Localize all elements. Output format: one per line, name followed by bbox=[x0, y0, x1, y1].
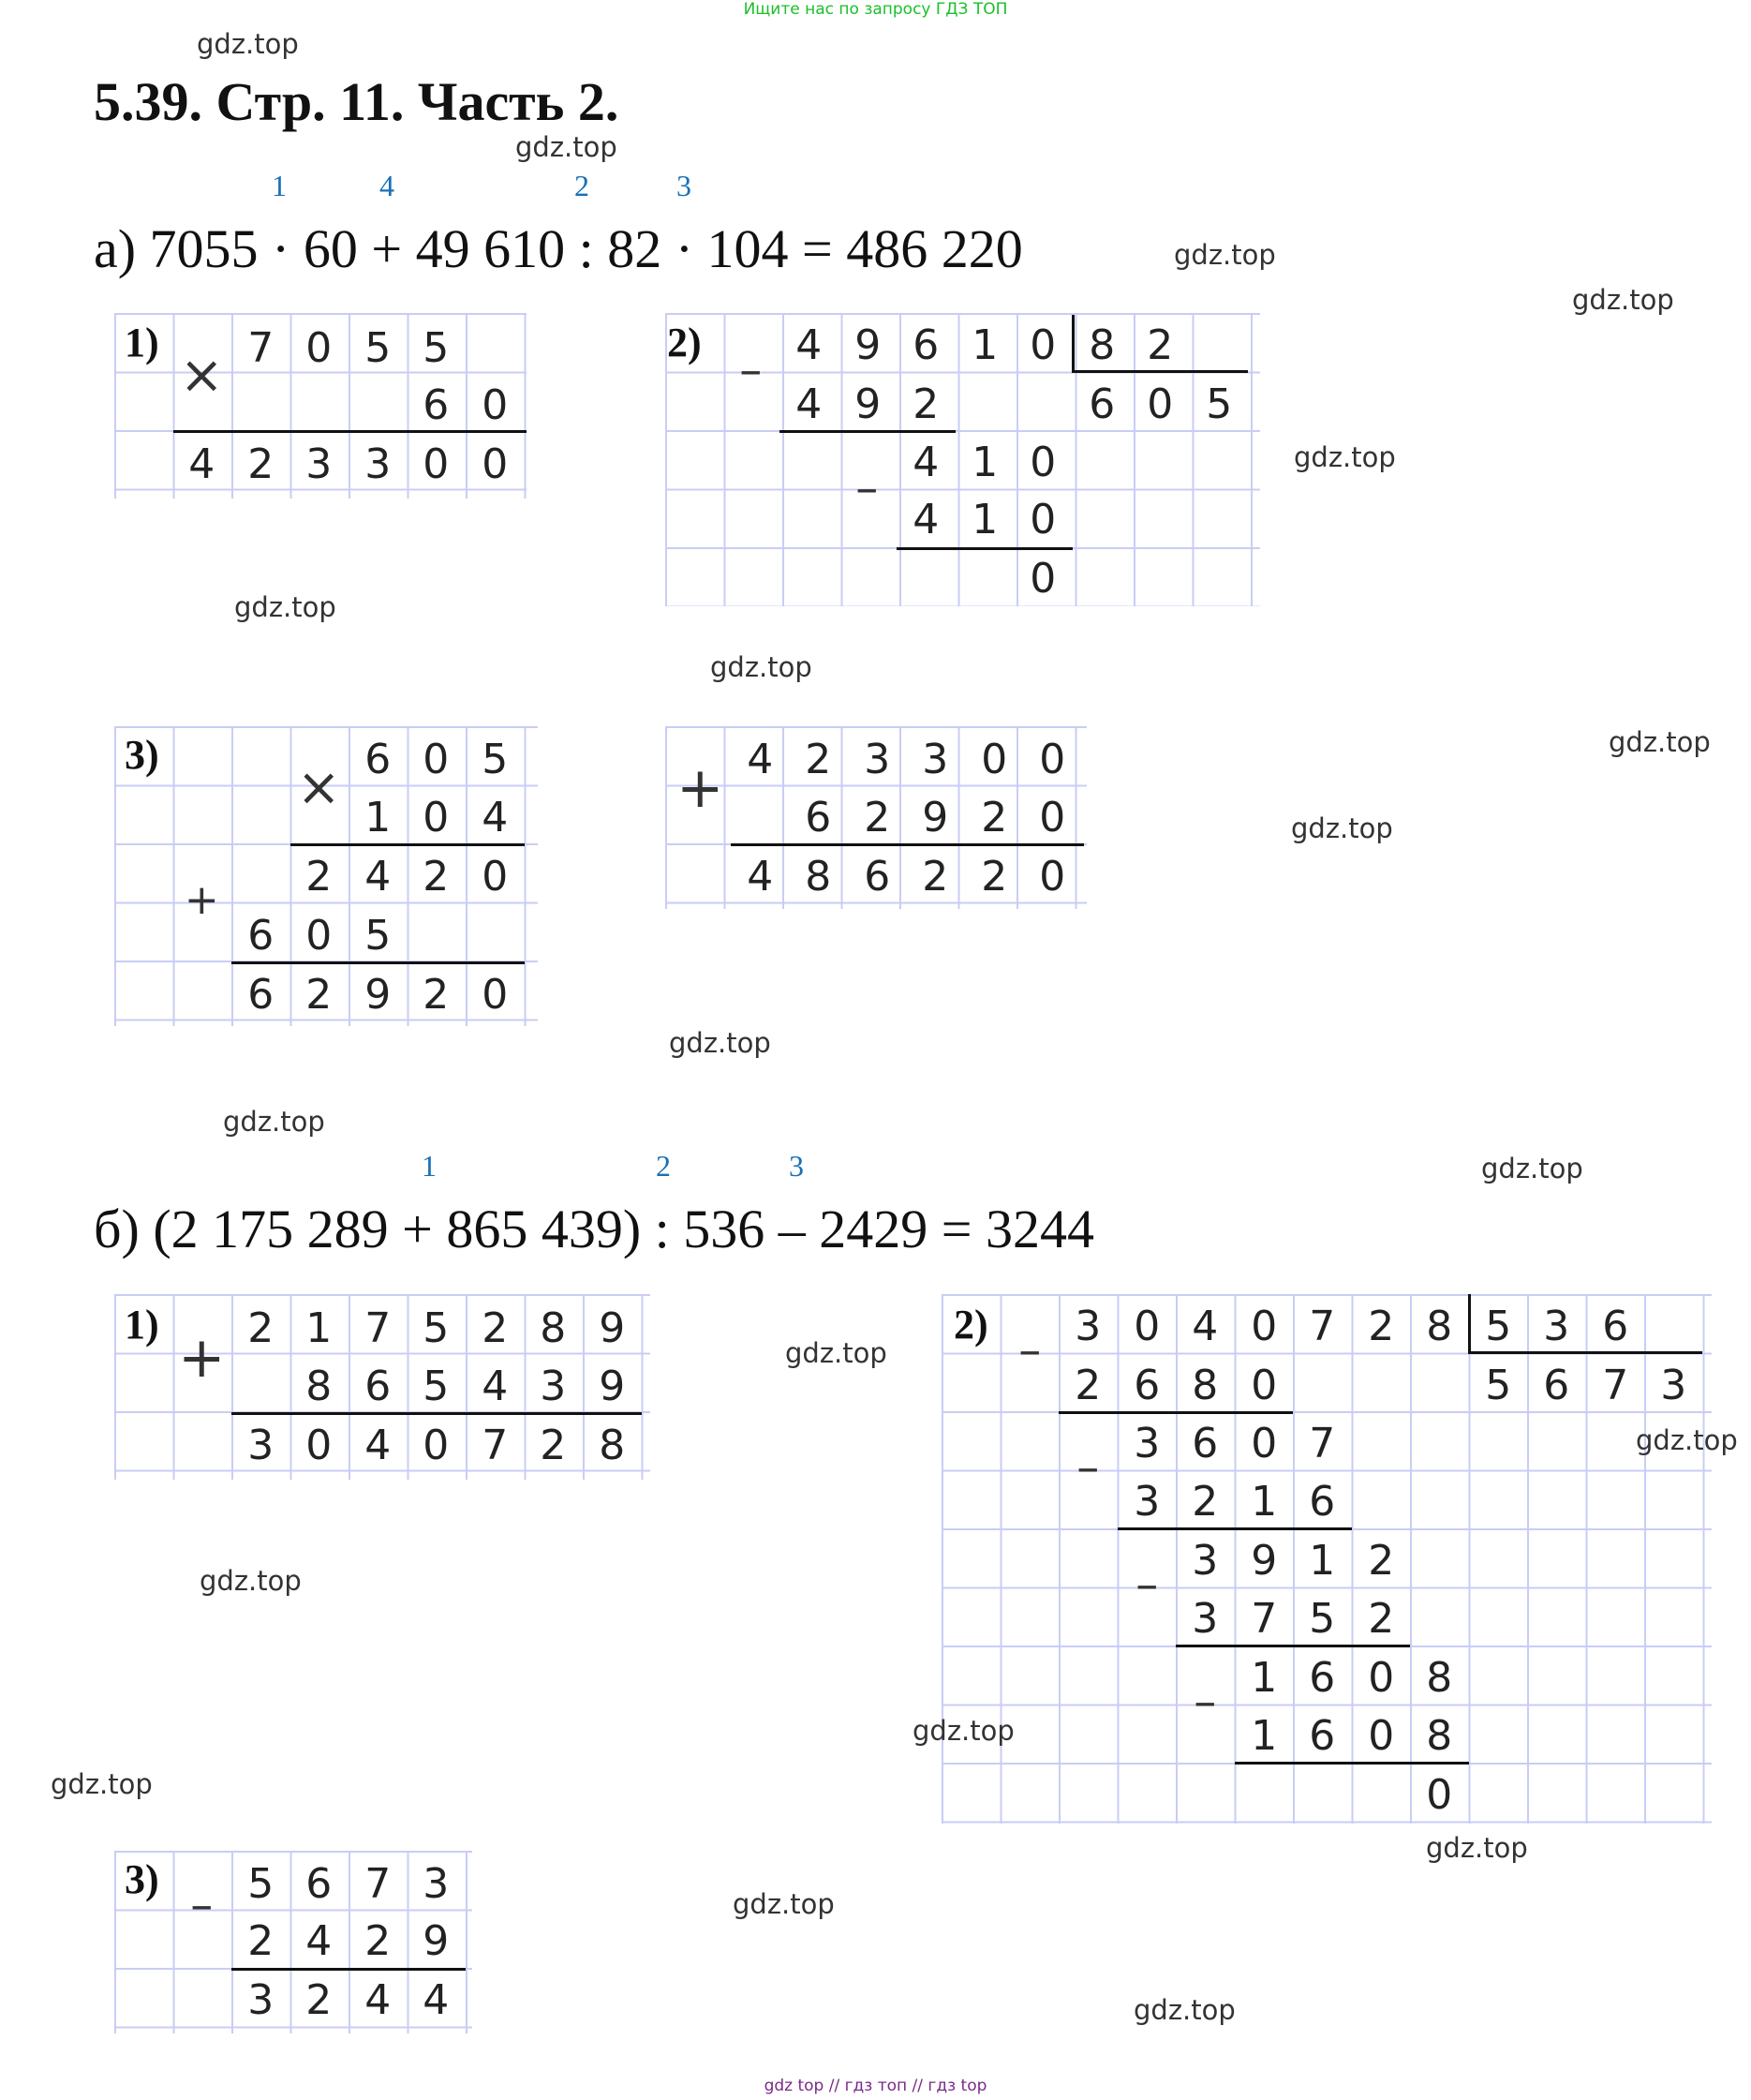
digit: 7 bbox=[1309, 1303, 1336, 1350]
digit: 2 bbox=[482, 1304, 509, 1352]
digit: 4 bbox=[913, 439, 940, 486]
order-mark: 3 bbox=[676, 169, 691, 202]
digit: 0 bbox=[1251, 1362, 1278, 1409]
digit: 5 bbox=[1309, 1595, 1336, 1643]
digit: 6 bbox=[1543, 1362, 1570, 1409]
digit: 3 bbox=[1192, 1537, 1219, 1585]
digit: 0 bbox=[1426, 1771, 1453, 1819]
digit: 0 bbox=[1368, 1712, 1395, 1760]
digit: 0 bbox=[305, 912, 333, 960]
digit: 5 bbox=[364, 912, 392, 960]
digit: 0 bbox=[423, 736, 450, 783]
digit: 4 bbox=[747, 736, 774, 783]
step-label: 3) bbox=[125, 1856, 159, 1902]
digit: 0 bbox=[423, 440, 450, 488]
digit: 6 bbox=[305, 1860, 333, 1908]
digit: 2 bbox=[305, 853, 333, 901]
digit: 4 bbox=[423, 1976, 450, 2024]
digit: 6 bbox=[1134, 1362, 1161, 1409]
digit: 6 bbox=[1309, 1478, 1336, 1526]
digit: 3 bbox=[247, 1422, 275, 1469]
watermark: gdz.top bbox=[1572, 284, 1674, 316]
digit: 4 bbox=[1192, 1303, 1219, 1350]
digit: 5 bbox=[423, 1363, 450, 1410]
digit: 0 bbox=[1030, 321, 1057, 369]
digit: 1 bbox=[364, 794, 392, 841]
digit: 2 bbox=[1368, 1537, 1395, 1585]
digit: 4 bbox=[364, 1422, 392, 1469]
digit: 4 bbox=[795, 321, 823, 369]
digit: 0 bbox=[1251, 1303, 1278, 1350]
page-title: 5.39. Стр. 11. Часть 2. bbox=[94, 71, 619, 132]
digit: 2 bbox=[305, 1976, 333, 2024]
digit: 0 bbox=[1039, 736, 1066, 783]
watermark: gdz.top bbox=[1481, 1153, 1583, 1184]
watermark: gdz.top bbox=[669, 1027, 771, 1059]
digit: 6 bbox=[1089, 380, 1116, 428]
digit: 3 bbox=[1660, 1362, 1687, 1409]
step-label: 2) bbox=[954, 1302, 988, 1348]
digit: 0 bbox=[482, 853, 509, 901]
order-mark: 1 bbox=[272, 169, 287, 202]
digit: 2 bbox=[981, 853, 1008, 901]
digit: 0 bbox=[423, 794, 450, 841]
digit: 6 bbox=[364, 736, 392, 783]
digit: 2 bbox=[1147, 321, 1174, 369]
digit: 2 bbox=[305, 971, 333, 1019]
digit: 0 bbox=[1134, 1303, 1161, 1350]
watermark: gdz.top bbox=[1426, 1832, 1528, 1864]
digit: 6 bbox=[805, 794, 832, 841]
digit: 7 bbox=[364, 1860, 392, 1908]
digit: 2 bbox=[247, 440, 275, 488]
expression-b: б) (2 175 289 + 865 439) : 536 – 2429 = 3244 bbox=[94, 1199, 1094, 1259]
digit: 5 bbox=[1206, 380, 1233, 428]
digit: 2 bbox=[1192, 1478, 1219, 1526]
digit: 3 bbox=[305, 440, 333, 488]
digit: 6 bbox=[423, 381, 450, 429]
digit: 3 bbox=[364, 440, 392, 488]
digit: 6 bbox=[913, 321, 940, 369]
digit: 4 bbox=[482, 1363, 509, 1410]
watermark: gdz.top bbox=[200, 1565, 302, 1597]
digit: 3 bbox=[1192, 1595, 1219, 1643]
digit: 6 bbox=[247, 912, 275, 960]
digit: 3 bbox=[1543, 1303, 1570, 1350]
digit: 7 bbox=[364, 1304, 392, 1352]
digit: 6 bbox=[864, 853, 891, 901]
minus-operator: – bbox=[855, 462, 879, 514]
digit: 0 bbox=[981, 736, 1008, 783]
step-label: 1) bbox=[125, 1302, 159, 1348]
digit: 1 bbox=[972, 439, 999, 486]
digit: 3 bbox=[1075, 1303, 1102, 1350]
digit: 1 bbox=[972, 321, 999, 369]
order-mark: 4 bbox=[379, 169, 394, 202]
digit: 4 bbox=[482, 794, 509, 841]
order-mark: 3 bbox=[789, 1149, 804, 1183]
digit: 0 bbox=[1147, 380, 1174, 428]
digit: 8 bbox=[1426, 1303, 1453, 1350]
step-label: 3) bbox=[125, 732, 159, 778]
digit: 9 bbox=[599, 1363, 626, 1410]
digit: 5 bbox=[1485, 1362, 1512, 1409]
digit: 9 bbox=[423, 1917, 450, 1965]
minus-operator: – bbox=[1194, 1676, 1217, 1728]
watermark: gdz.top bbox=[1174, 239, 1276, 271]
digit: 3 bbox=[247, 1976, 275, 2024]
digit: 5 bbox=[423, 1304, 450, 1352]
digit: 0 bbox=[1039, 794, 1066, 841]
digit: 0 bbox=[423, 1422, 450, 1469]
digit: 2 bbox=[1368, 1303, 1395, 1350]
digit: 9 bbox=[854, 380, 882, 428]
digit: 3 bbox=[540, 1363, 567, 1410]
digit: 2 bbox=[247, 1304, 275, 1352]
digit: 3 bbox=[1134, 1420, 1161, 1467]
digit: 2 bbox=[805, 736, 832, 783]
digit: 9 bbox=[364, 971, 392, 1019]
digit: 0 bbox=[1368, 1654, 1395, 1702]
multiply-operator: × bbox=[179, 345, 224, 406]
watermark: gdz.top bbox=[51, 1768, 153, 1800]
digit: 0 bbox=[1039, 853, 1066, 901]
digit: 6 bbox=[1192, 1420, 1219, 1467]
watermark: gdz.top bbox=[1291, 812, 1393, 844]
digit: 0 bbox=[1030, 439, 1057, 486]
digit: 4 bbox=[747, 853, 774, 901]
digit: 7 bbox=[247, 324, 275, 372]
digit: 0 bbox=[1030, 555, 1057, 603]
digit: 0 bbox=[305, 324, 333, 372]
digit: 2 bbox=[540, 1422, 567, 1469]
digit: 2 bbox=[1368, 1595, 1395, 1643]
minus-operator: – bbox=[1018, 1324, 1042, 1377]
watermark: gdz.top bbox=[515, 131, 617, 163]
digit: 2 bbox=[864, 794, 891, 841]
digit: 8 bbox=[599, 1422, 626, 1469]
digit: 4 bbox=[913, 496, 940, 544]
digit: 0 bbox=[1030, 496, 1057, 544]
watermark: gdz.top bbox=[1134, 1994, 1236, 2026]
digit: 8 bbox=[1089, 321, 1116, 369]
watermark: gdz.top bbox=[1294, 441, 1396, 473]
footer-note: gdz top // гдз топ // гдз top bbox=[764, 2077, 987, 2095]
order-mark: 2 bbox=[574, 169, 589, 202]
digit: 2 bbox=[981, 794, 1008, 841]
order-mark: 2 bbox=[656, 1149, 671, 1183]
digit: 2 bbox=[1075, 1362, 1102, 1409]
digit: 6 bbox=[1309, 1712, 1336, 1760]
digit: 3 bbox=[922, 736, 949, 783]
digit: 4 bbox=[364, 1976, 392, 2024]
digit: 9 bbox=[922, 794, 949, 841]
digit: 5 bbox=[247, 1860, 275, 1908]
minus-operator: – bbox=[1076, 1441, 1100, 1494]
digit: 9 bbox=[1251, 1537, 1278, 1585]
digit: 2 bbox=[247, 1917, 275, 1965]
digit: 6 bbox=[1602, 1303, 1629, 1350]
expression-a: а) 7055 · 60 + 49 610 : 82 · 104 = 486 220 bbox=[94, 218, 1023, 279]
digit: 0 bbox=[482, 381, 509, 429]
digit: 5 bbox=[1485, 1303, 1512, 1350]
digit: 2 bbox=[364, 1917, 392, 1965]
watermark: gdz.top bbox=[223, 1106, 325, 1138]
digit: 1 bbox=[305, 1304, 333, 1352]
digit: 7 bbox=[1251, 1595, 1278, 1643]
step-label: 2) bbox=[667, 320, 702, 365]
digit: 6 bbox=[1309, 1654, 1336, 1702]
header-search-note: Ищите нас по запросу ГДЗ ТОП bbox=[743, 0, 1008, 19]
digit: 4 bbox=[795, 380, 823, 428]
minus-operator: – bbox=[1135, 1558, 1159, 1611]
digit: 2 bbox=[423, 971, 450, 1019]
digit: 3 bbox=[423, 1860, 450, 1908]
multiply-operator: × bbox=[296, 757, 341, 818]
watermark: gdz.top bbox=[1636, 1424, 1738, 1456]
digit: 1 bbox=[1309, 1537, 1336, 1585]
digit: 5 bbox=[364, 324, 392, 372]
digit: 8 bbox=[305, 1363, 333, 1410]
plus-operator: + bbox=[178, 1325, 226, 1391]
digit: 4 bbox=[188, 440, 215, 488]
order-mark: 1 bbox=[422, 1149, 437, 1183]
digit: 4 bbox=[305, 1917, 333, 1965]
digit: 9 bbox=[599, 1304, 626, 1352]
digit: 3 bbox=[1134, 1478, 1161, 1526]
digit: 7 bbox=[1602, 1362, 1629, 1409]
watermark: gdz.top bbox=[710, 651, 812, 683]
minus-operator: – bbox=[190, 1879, 214, 1931]
digit: 1 bbox=[1251, 1478, 1278, 1526]
digit: 1 bbox=[1251, 1712, 1278, 1760]
digit: 8 bbox=[805, 853, 832, 901]
digit: 7 bbox=[482, 1422, 509, 1469]
watermark: gdz.top bbox=[785, 1337, 887, 1369]
digit: 9 bbox=[854, 321, 882, 369]
digit: 4 bbox=[364, 853, 392, 901]
digit: 2 bbox=[922, 853, 949, 901]
digit: 8 bbox=[1192, 1362, 1219, 1409]
watermark: gdz.top bbox=[234, 591, 336, 623]
digit: 8 bbox=[540, 1304, 567, 1352]
plus-operator: + bbox=[676, 755, 724, 821]
step-label: 1) bbox=[125, 320, 159, 365]
digit: 2 bbox=[913, 380, 940, 428]
digit: 0 bbox=[482, 971, 509, 1019]
digit: 5 bbox=[482, 736, 509, 783]
digit: 8 bbox=[1426, 1654, 1453, 1702]
digit: 0 bbox=[305, 1422, 333, 1469]
watermark: gdz.top bbox=[197, 28, 299, 60]
digit: 8 bbox=[1426, 1712, 1453, 1760]
digit: 5 bbox=[423, 324, 450, 372]
digit: 6 bbox=[364, 1363, 392, 1410]
digit: 1 bbox=[1251, 1654, 1278, 1702]
digit: 0 bbox=[482, 440, 509, 488]
watermark: gdz.top bbox=[913, 1715, 1015, 1747]
minus-operator: – bbox=[739, 344, 763, 396]
digit: 2 bbox=[423, 853, 450, 901]
plus-operator: + bbox=[184, 876, 219, 924]
watermark: gdz.top bbox=[733, 1888, 835, 1920]
digit: 0 bbox=[1251, 1420, 1278, 1467]
digit: 3 bbox=[864, 736, 891, 783]
digit: 7 bbox=[1309, 1420, 1336, 1467]
digit: 6 bbox=[247, 971, 275, 1019]
watermark: gdz.top bbox=[1609, 726, 1711, 758]
digit: 1 bbox=[972, 496, 999, 544]
